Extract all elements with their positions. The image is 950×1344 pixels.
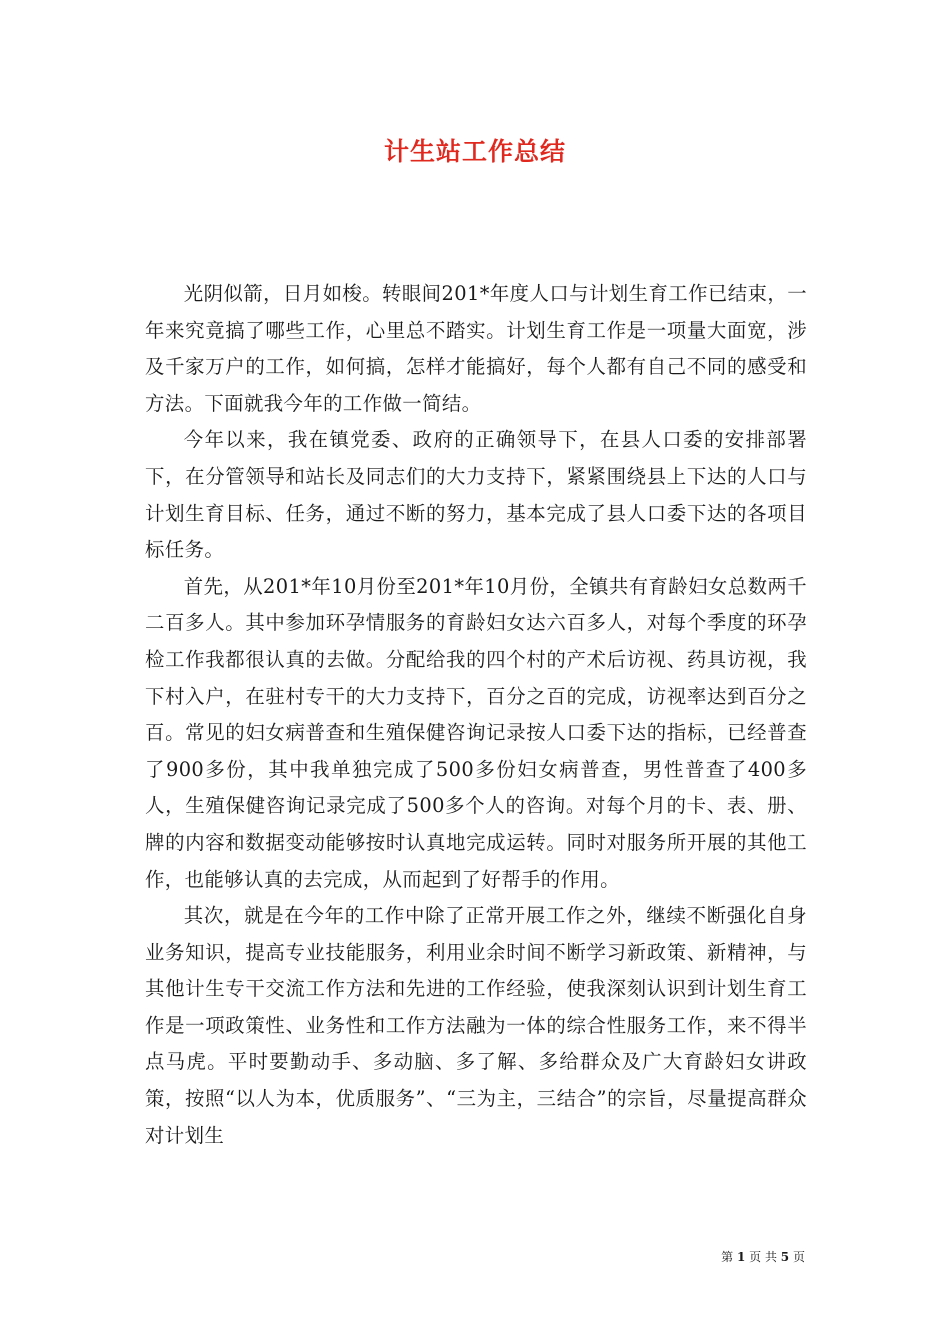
paragraph-1: 光阴似箭，日月如梭。转眼间201*年度人口与计划生育工作已结束，一年来究竟搞了哪些工作，心里总不踏实。计划生育工作是一项量大面宽，涉及千家万户的工作，如何搞，怎样才能搞好，每个人都有自己不同的感受和方法。下面就我今年的工作做一简结。 [145,282,807,415]
footer-prefix: 第 [721,1250,734,1264]
document-body [145,276,807,1154]
document-title: 计生站工作总结 [383,137,566,166]
page-footer [721,1248,805,1265]
footer-total-pages: 5 [780,1250,790,1264]
paragraph-2: 今年以来，我在镇党委、政府的正确领导下，在县人口委的安排部署下，在分管领导和站长及同志们的大力支持下，紧紧围绕县上下达的人口与计划生育目标、任务，通过不断的努力，基本完成了县人口委下达的各项目标任务。 [145,428,807,562]
footer-suffix: 页 [792,1250,805,1264]
paragraph-3: 首先，从201*年10月份至201*年10月份，全镇共有育龄妇女总数两千二百多人。其中参加环孕情服务的育龄妇女达六百多人，对每个季度的环孕检工作我都很认真的去做。分配给我的四个村的产术后访视、药具访视，我下村入户，在驻村专干的大力支持下，百分之百的完成，访视率达到百分之百。常见的妇女病普查和生殖保健咨询记录按人口委下达的指标，已经普查了900多份，其中我单独完成了500多份妇女病普查，男性普查了400多人，生殖保健咨询记录完成了500多个人的咨询。对每个月的卡、表、册、牌的内容和数据变动能够按时认真地完成运转。同时对服务所开展的其他工作，也能够认真的去完成，从而起到了好帮手的作用。 [145,574,807,891]
footer-current-page: 1 [736,1250,746,1264]
paragraph-4: 其次，就是在今年的工作中除了正常开展工作之外，继续不断强化自身业务知识，提高专业技能服务，利用业余时间不断学习新政策、新精神，与其他计生专干交流工作方法和先进的工作经验，使我深刻认识到计划生育工作是一项政策性、业务性和工作方法融为一体的综合性服务工作，来不得半点马虎。平时要勤动手、多动脑、多了解、多给群众及广大育龄妇女讲政策，按照“以人为本，优质服务”、“三为主，三结合”的宗旨，尽量提高群众对计划生 [145,904,807,1147]
footer-middle: 页 共 [749,1250,777,1264]
